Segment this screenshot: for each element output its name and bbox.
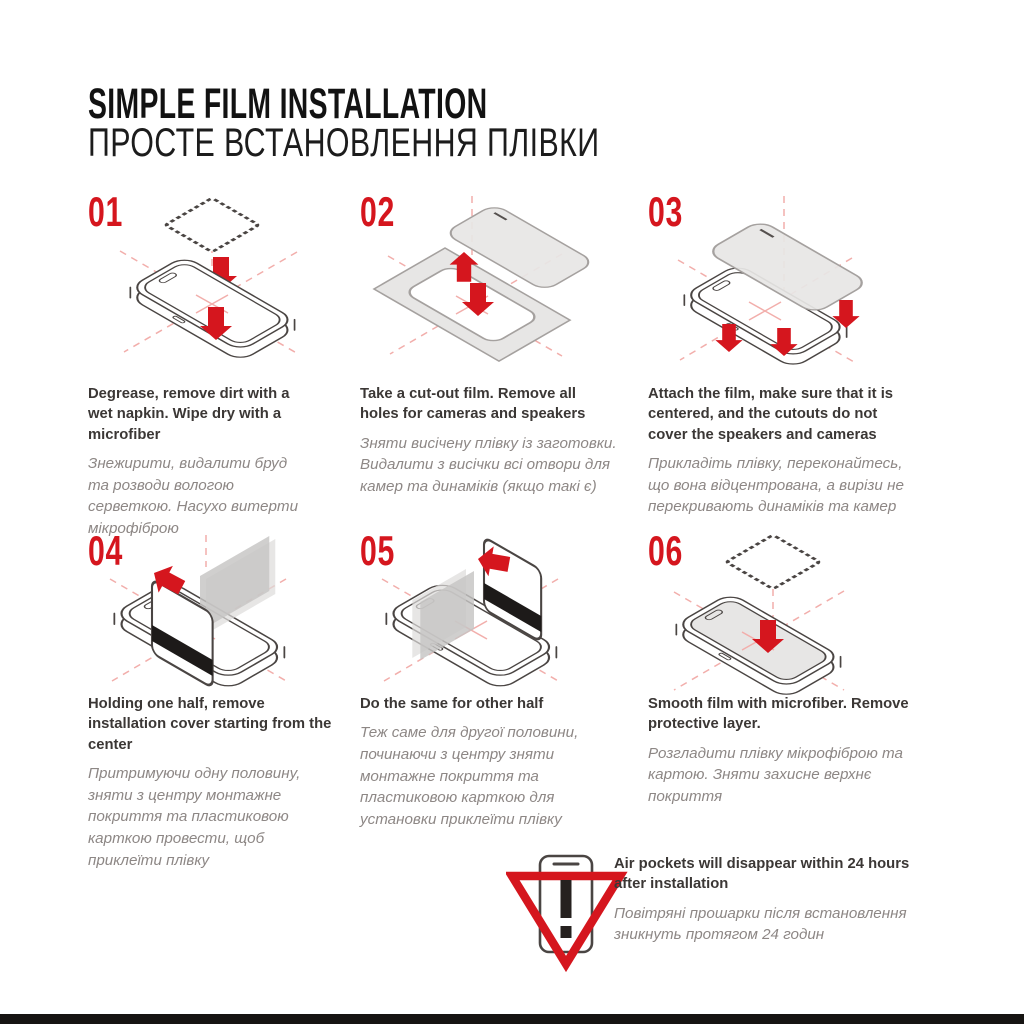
phone-warning-triangle-icon bbox=[506, 850, 628, 976]
step-5-text-en: Do the same for other half bbox=[360, 696, 544, 712]
step-3-text-ua: Прикладіть плівку, переконайтесь, що вона відцентрована, а вирізи не перекривають динаміків та камер bbox=[648, 455, 904, 516]
step-3-illustration film-icon phone-icon bbox=[654, 194, 894, 372]
step-2-text-en: Take a cut-out film. Remove all holes for cameras and speakers bbox=[360, 386, 586, 423]
step-4-text-ua: Притримуючи одну половину, зняти з центру монтажне покриття та пластиковою карткою провести, щоб приклеїти плівку bbox=[88, 765, 301, 869]
step-5-illustration card-icon phone-icon bbox=[366, 533, 606, 685]
step-6-illustration napkin-icon phone-icon bbox=[654, 533, 894, 685]
bottom-border bbox=[0, 1014, 1024, 1024]
step-5-number: 05 bbox=[360, 527, 396, 574]
step-6-text-en: Smooth film with microfiber. Remove protective layer. bbox=[648, 696, 909, 733]
step-2-illustration film-icon cutout-sheet-icon bbox=[366, 194, 606, 372]
step-4-text-en: Holding one half, remove installation cover starting from the center bbox=[88, 696, 332, 753]
warning-text-ua: Повітряні прошарки після встановлення зникнуть протягом 24 годин bbox=[614, 904, 907, 944]
step-4-number: 04 bbox=[88, 527, 124, 574]
warning-text-en: Air pockets will disappear within 24 hours after installation bbox=[614, 856, 910, 893]
step-1-illustration napkin-icon phone-icon bbox=[94, 194, 334, 372]
step-1-text-en: Degrease, remove dirt with a wet napkin. Wipe dry with a microfiber bbox=[88, 386, 290, 443]
step-1-number: 01 bbox=[88, 188, 124, 235]
step-4-illustration card-icon phone-icon bbox=[94, 533, 334, 685]
page-title-ua bbox=[88, 121, 761, 166]
step-3-text-en: Attach the film, make sure that it is centered, and the cutouts do not cover the speakers and cameras bbox=[648, 386, 894, 443]
step-6-number: 06 bbox=[648, 527, 684, 574]
step-1-text-ua: Знежирити, видалити бруд та розводи вологою серветкою. Насухо витерти мікрофіброю bbox=[88, 455, 299, 537]
step-5-text-ua: Теж саме для другої половини, починаючи з центру зняти монтажне покриття та пластиковою карткою для установки приклеїти плівку bbox=[360, 724, 579, 828]
step-3-number: 03 bbox=[648, 188, 684, 235]
step-2-text-ua: Зняти висічену плівку із заготовки. Видалити з висічки всі отвори для камер та динаміків (якщо такі є) bbox=[360, 434, 617, 495]
step-2-number: 02 bbox=[360, 188, 396, 235]
page-title-ua-text: ПРОСТЕ ВСТАНОВЛЕННЯ ПЛІВКИ bbox=[88, 121, 600, 165]
page-title-en-text: SIMPLE FILM INSTALLATION bbox=[88, 80, 488, 128]
step-6-text-ua: Розгладити плівку мікрофіброю та картою. Зняти захисне верхнє покриття bbox=[648, 744, 903, 805]
